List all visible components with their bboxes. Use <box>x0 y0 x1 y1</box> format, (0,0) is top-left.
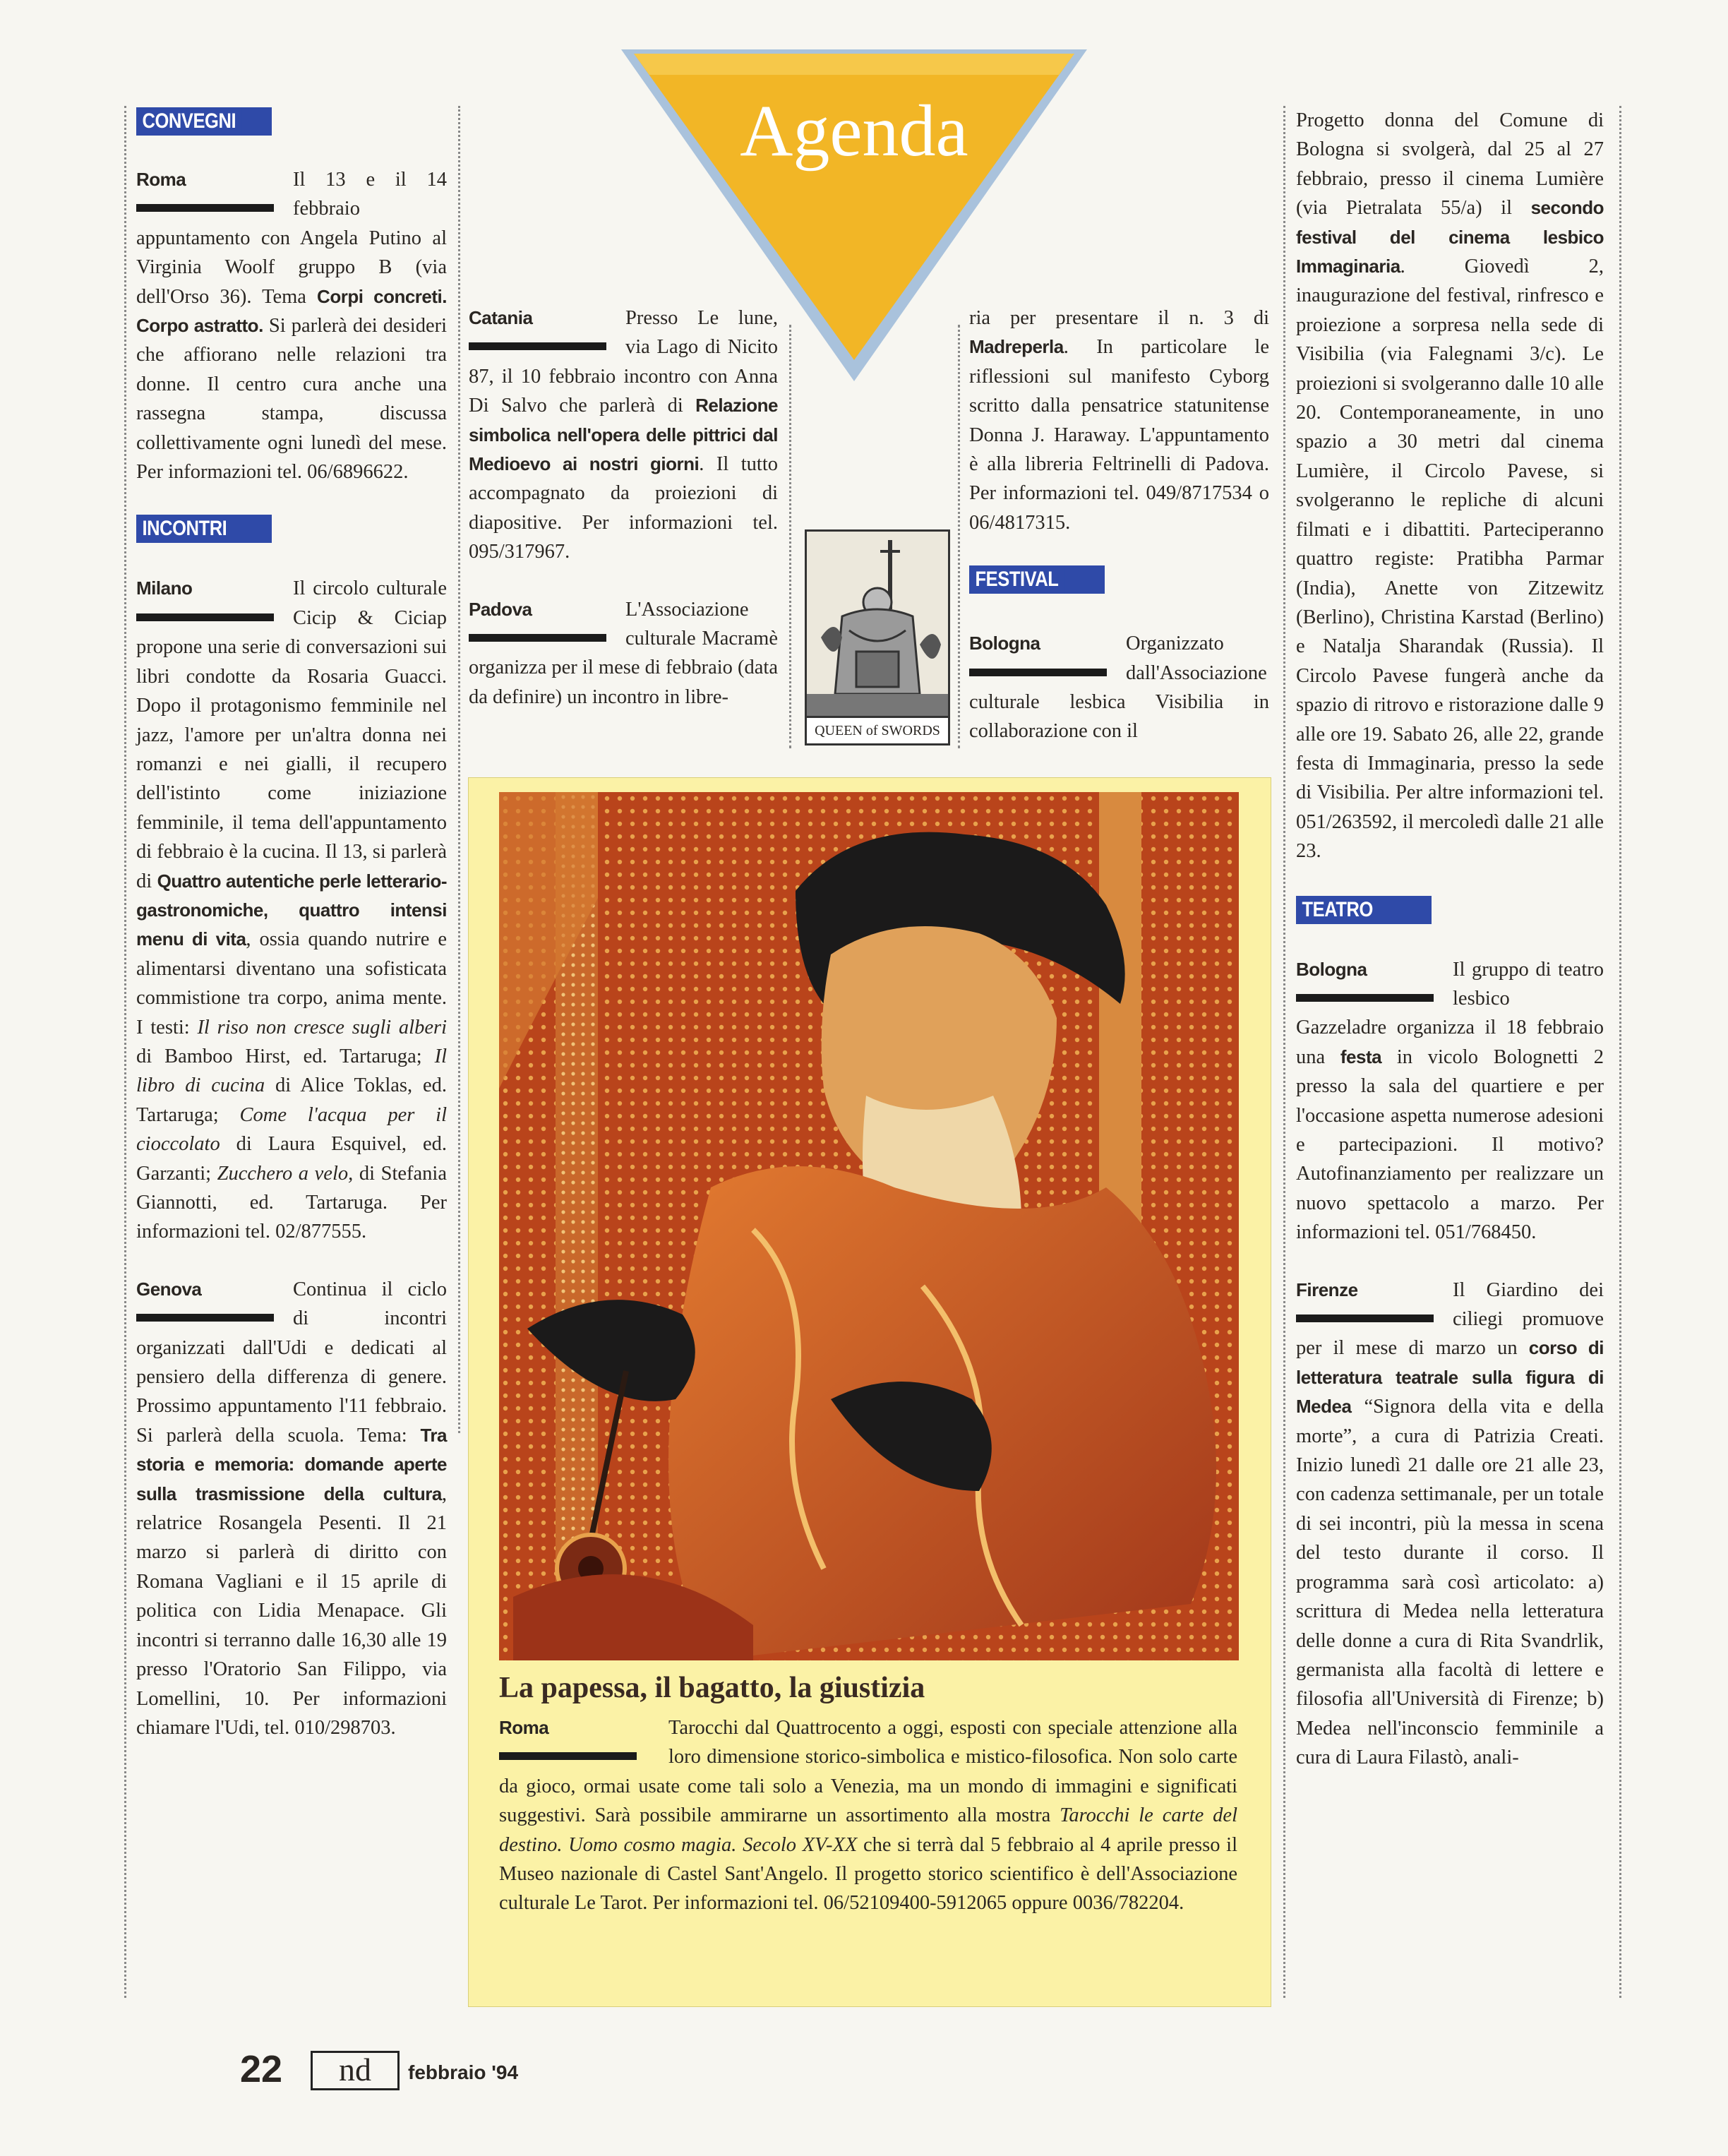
feature-painting <box>499 792 1239 1660</box>
city-label: Genova <box>136 1278 202 1300</box>
column-1 <box>136 107 447 1771</box>
issue-date: febbraio '94 <box>408 2061 519 2083</box>
city-label: Milano <box>136 577 193 599</box>
tarot-caption: QUEEN of SWORDS <box>807 716 948 743</box>
city-label: Padova <box>469 598 532 620</box>
city-label: Roma <box>499 1717 549 1738</box>
city-rule <box>499 1752 637 1760</box>
column-rule <box>958 325 960 748</box>
column-rule <box>124 106 126 1998</box>
city-label: Roma <box>136 169 186 190</box>
city-rule <box>1296 1314 1434 1322</box>
agenda-title: Agenda <box>740 90 968 172</box>
event-bologna-teatro: Bologna Il gruppo di teatro lesbico Gazzeladre organizza il 18 febbraio una festa in vicolo Bolognetti 2 presso la sala del quartiere e per l'occasione aspetta numerose adesioni e partecipazioni. Il motivo? Autofinanziamento per realizzare un nuovo spettacolo a marzo. Per informazioni tel. 051/768450. <box>1296 955 1604 1247</box>
tarot-card <box>805 529 950 745</box>
city-rule <box>469 634 606 642</box>
event-milano: Milano Il circolo culturale Cicip & Ciciap propone una serie di conversazioni sui libri condotte da Rosaria Guacci. Dopo il protagonismo femminile nel jazz, l'amore per un'altra donna nei romanzi e nei gialli, il recupero dell'istinto come iniziazione femminile, il tema dell'appuntamento di febbraio è la cucina. Il 13, si parlerà di Quattro autentiche perle letterario-gastronomiche, quattro intensi menu di vita, ossia quando nutrire e alimentarsi diventano una sofisticata commistione tra corpo, anima mente. I testi: Il riso non cresce sugli alberi di Bamboo Hirst, ed. Tartaruga; Il libro di cucina di Alice Toklas, ed. Tartaruga; Come l'acqua per il cioccolato di Laura Esquivel, ed. Garzanti; Zucchero a velo, di Stefania Giannotti, ed. Tartaruga. Per informazioni tel. 02/877555. <box>136 574 447 1246</box>
magazine-logo: nd <box>311 2051 400 2090</box>
city-rule <box>969 669 1107 676</box>
city-label: Catania <box>469 307 533 328</box>
section-label-convegni: CONVEGNI <box>136 107 272 136</box>
event-firenze: Firenze Il Giardino dei ciliegi promuove per il mese di marzo un corso di letteratura teatrale sulla figura di Medea “Signora della vita e della morte”, a cura di Patrizia Creati. Inizio lunedì 21 dalle ore 21 alle 23, con cadenza settimanale, per un totale di sei incontri, più la messa in scena del testo durante il corso. Il programma sarà così articolato: a) scrittura di Medea nella letteratura delle donne a cura di Rita Svandrlik, germanista alla facoltà di lettere e filosofia all'Università di Firenze; b) Medea nell'inconscio femminile a cura di Laura Filastò, anali- <box>1296 1276 1604 1773</box>
column-rule <box>789 325 791 748</box>
city-rule <box>469 342 606 350</box>
section-label-incontri: INCONTRI <box>136 515 272 543</box>
column-4: Progetto donna del Comune di Bologna si svolgerà, dal 25 al 27 febbraio, presso il cinema Lumière (via Pietralata 55/a) il secondo festival del cinema lesbico Immaginaria. Giovedì 2, inaugurazione del festival, rinfresco e proiezione a sorpresa nella sede di Visibilia (via Falegnami 3/c). Le proiezioni si svolgeranno dalle 10 alle 20. Contemporaneamente, in uno spazio a 30 metri dal cinema Lumière, il Circolo Pavese, si svolgeranno le repliche di alcuni filmati e i dibattiti. Parteciperanno quattro registe: Pratibha Parmar (India), Anette von Zitzewitz (Berlino), Christina Karstad (Berlino) e Natalja Sharandak (Russia). Il Circolo Pavese fungerà anche da spazio di ritrovo e ristorazione dalle 9 alle ore 19. Sabato 26, alle 22, grande festa di Immaginaria, presso la sede di Visibilia. Per altre informazioni tel. 051/263592, il mercoledì dalle 21 alle 23. TEATRO Bologna Il gruppo di teatro lesbico Gazzeladre organizza il 18 febbraio una festa in vicolo Bolognetti 2 presso la sala del quartiere e per l'occasione aspetta numerose adesioni e partecipazioni. Il motivo? Autofinanziamento per realizzare un nuovo spettacolo a marzo. Per informazioni tel. 051/768450. Firenze Il Giardino dei ciliegi promuove per il mese di marzo un corso di letteratura teatrale sulla figura di Medea “Signora della vita e della morte”, a cura di Patrizia Creati. Inizio lunedì 21 dalle ore 21 alle 23, con cadenza settimanale, per un totale di sei incontri, più la messa in scena del testo durante il corso. Il programma sarà così articolato: a) scrittura di Medea nella letteratura delle donne a cura di Rita Svandrlik, germanista alla facoltà di lettere e filosofia all'Università di Firenze; b) Medea nell'inconscio femminile a cura di Laura Filastò, anali- <box>1296 106 1604 1773</box>
queen-of-swords-illustration <box>807 532 948 717</box>
event-roma: Roma Il 13 e il 14 febbraio appuntamento con Angela Putino al Virginia Woolf gruppo B (via dell'Orso 36). Tema Corpi concreti. Corpo astratto. Si parlerà dei desideri che affiorano nelle relazioni tra donne. Il centro cura anche una rassegna stampa, discussa collettivamente ogni lunedì del mese. Per informazioni tel. 06/6896622. <box>136 165 447 486</box>
section-label-festival: FESTIVAL <box>969 565 1105 594</box>
city-label: Bologna <box>969 633 1040 654</box>
column-2 <box>469 304 778 712</box>
event-padova: Padova L'Associazione culturale Macramè organizza per il mese di febbraio (data da definire) un incontro in libre- <box>469 595 778 712</box>
city-rule <box>136 1314 274 1322</box>
city-label: Bologna <box>1296 958 1367 980</box>
city-rule <box>136 204 274 212</box>
column-3: ria per presentare il n. 3 di Madreperla. In particolare le riflessioni sul manifesto Cyborg scritto dalla pensatrice statunitense Donna J. Haraway. L'appuntamento è alla libreria Feltrinelli di Padova. Per informazioni tel. 049/8717534 o 06/4817315. FESTIVAL Bologna Organizzato dall'Associazione culturale lesbica Visibilia in collaborazione con il <box>969 304 1269 746</box>
feature-title: La papessa, il bagatto, la giustizia <box>499 1672 925 1704</box>
city-label: Firenze <box>1296 1278 1358 1300</box>
feature-box <box>468 777 1271 2007</box>
column-rule <box>1619 106 1621 1998</box>
feature-body: Roma Tarocchi dal Quattrocento a oggi, esposti con speciale attenzione alla loro dimensione storico-simbolica e mistico-filosofica. Non solo carte da gioco, ormai usate come tali solo a Venezia, ma un mondo di immagini e significati suggestivi. Sarà possibile ammirarne un assortimento alla mostra Tarocchi le carte del destino. Uomo cosmo magia. Secolo XV-XX che si terrà dal 5 febbraio al 4 aprile presso il Museo nazionale di Castel Sant'Angelo. Il progetto storico scientifico è dell'Associazione culturale Le Tarot. Per informazioni tel. 06/52109400-5912065 oppure 0036/782204. <box>499 1713 1237 1918</box>
event-genova: Genova Continua il ciclo di incontri organizzati dall'Udi e dedicati al pensiero della differenza di genere. Prossimo appuntamento l'11 febbraio. Si parlerà della scuola. Tema: Tra storia e memoria: domande aperte sulla trasmissione della cultura, relatrice Rosangela Pesenti. Il 21 marzo si parlerà di diritto con Romana Vagliani e il 15 aprile di politica con Lidia Menapace. Gli incontri si terranno dalle 16,30 alle 19 presso l'Oratorio San Filippo, via Lomellini, 10. Per informazioni chiamare l'Udi, tel. 010/298703. <box>136 1275 447 1743</box>
page-number: 22 <box>240 2048 283 2090</box>
event-bologna-festival: Bologna Organizzato dall'Associazione culturale lesbica Visibilia in collaborazione con il <box>969 629 1269 746</box>
event-catania: Catania Presso Le lune, via Lago di Nicito 87, il 10 febbraio incontro con Anna Di Salvo che parlerà di Relazione simbolica nell'opera delle pittrici dal Medioevo ai nostri giorni. Il tutto accompagnato da proiezioni di diapositive. Per informazioni tel. 095/317967. <box>469 304 778 567</box>
column-rule <box>458 106 460 1433</box>
column-rule <box>1283 106 1285 1998</box>
city-rule <box>1296 994 1434 1002</box>
section-label-teatro: TEATRO <box>1296 896 1432 924</box>
city-rule <box>136 613 274 621</box>
